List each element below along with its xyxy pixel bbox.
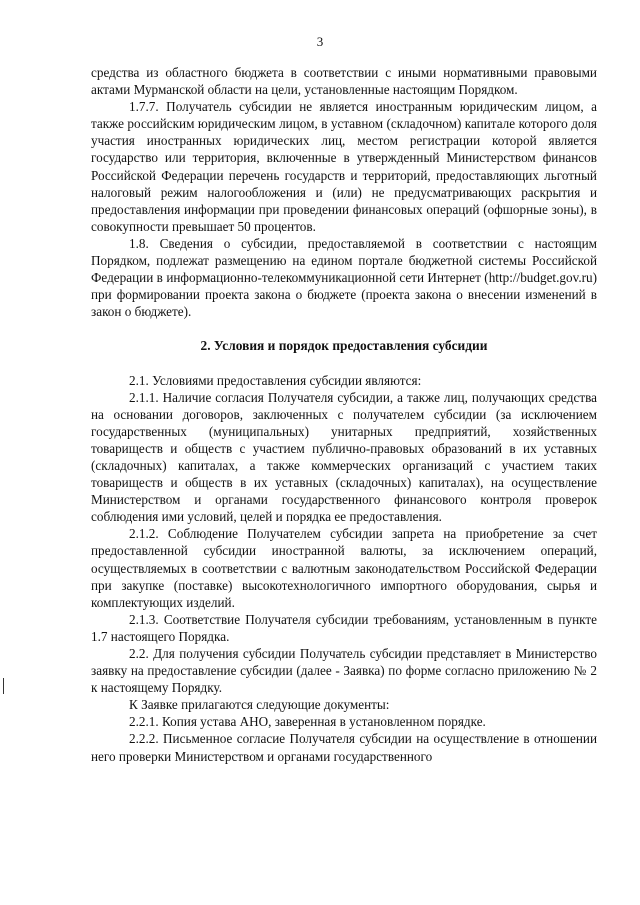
paragraph-2-1: 2.1. Условиями предоставления субсидии являются: [129, 372, 422, 388]
paragraph-2-2-1: 2.2.1. Копия устава АНО, заверенная в установленном порядке. [129, 714, 486, 730]
document-body [91, 64, 597, 765]
margin-mark [3, 678, 4, 694]
paragraph-1-7-7: 1.7.7. Получатель субсидии не является иностранным юридическим лицом, а также российским юридическим лицом, в уставном (складочном) капитале которого доля участия иностранных юридических лиц, местом регистрации которой является государство или территория, включенные в утвержденный Министерством финансов Российской Федерации перечень государств и территорий, предоставляющих льготный налоговый режим налогообложения и (или) не предусматривающих раскрытия и предоставления информации при проведении финансовых операций (офшорные зоны), в совокупности превышает 50 процентов. [91, 99, 597, 234]
page-number: 3 [316, 34, 324, 49]
paragraph-2-2: 2.2. Для получения субсидии Получатель субсидии представляет в Министерство заявку на предоставление субсидии (далее - Заявка) по форме согласно приложению № 2 к настоящему Порядку. [91, 646, 597, 696]
paragraph-1-8: 1.8. Сведения о субсидии, предоставляемой в соответствии с настоящим Порядком, подлежат размещению на едином портале бюджетной системы Российской Федерации в информационно-телекоммуникационной сети Интернет (http://budget.gov.ru) при формировании проекта закона о бюджете (проекта закона о внесении изменений в закон о бюджете). [91, 235, 597, 320]
paragraph-documents-intro: К Заявке прилагаются следующие документы: [129, 697, 390, 713]
paragraph-2-1-1: 2.1.1. Наличие согласия Получателя субсидии, а также лиц, получающих средства на основании договоров, заключенных с получателем субсидии (за исключением государственных (муниципальных) унитарных предприятий, хозяйственных товариществ и обществ с участием публично-правовых образований в их уставных (складочных) капиталах, а также коммерческих организаций с участием таких товариществ и обществ в их уставных (складочных) капиталах), на осуществление Министерством и органами государственного финансового контроля проверок соблюдения ими условий, целей и порядка ее предоставления. [91, 389, 597, 525]
paragraph-2-2-2: 2.2.2. Письменное согласие Получателя субсидии на осуществление в отношении него проверки Министерством и органами государственного [91, 731, 597, 764]
section-heading: 2. Условия и порядок предоставления субсидии [200, 338, 488, 354]
paragraph-2-1-3: 2.1.3. Соответствие Получателя субсидии требованиям, установленным в пункте 1.7 настоящего Порядка. [91, 611, 597, 644]
paragraph-continuation: средства из областного бюджета в соответствии с иными нормативными правовыми актами Мурманской области на цели, установленные настоящим Порядком. [91, 65, 597, 98]
paragraph-2-1-2: 2.1.2. Соблюдение Получателем субсидии запрета на приобретение за счет предоставленной субсидии иностранной валюты, за исключением операций, осуществляемых в соответствии с валютным законодательством Российской Федерации при закупке (поставке) высокотехнологичного импортного оборудования, сырья и комплектующих изделий. [91, 526, 597, 610]
